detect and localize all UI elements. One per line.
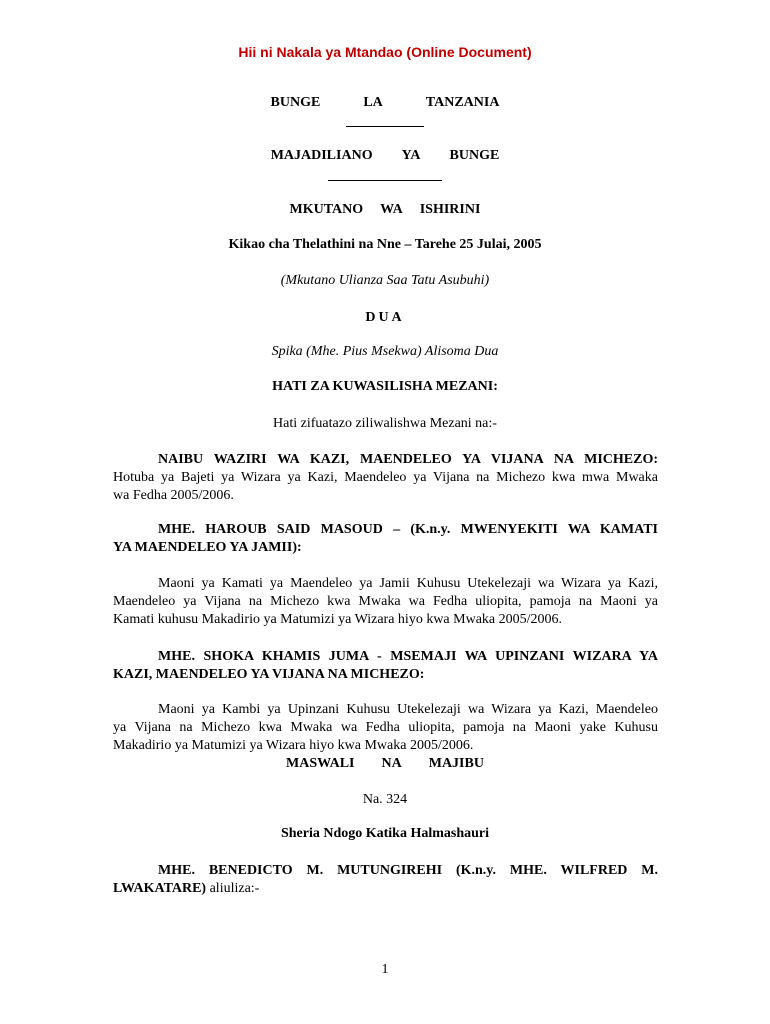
text-line: ya Vijana na Michezo kwa Mwaka wa Fedha uliopita, pamoja na Maoni yake Kuhusu: [113, 720, 658, 735]
speaker-heading: MHE. SHOKA KHAMIS JUMA - MSEMAJI WA UPINZANI WIZARA YA: [158, 649, 658, 664]
title-word: MASWALI: [286, 756, 355, 771]
speaker-heading: MHE. BENEDICTO M. MUTUNGIREHI (K.n.y. MHE. WILFRED M.: [158, 863, 658, 878]
question-asker: [113, 862, 658, 898]
divider-rule: [328, 180, 442, 181]
title-word: ISHIRINI: [419, 202, 481, 217]
title-word: TANZANIA: [425, 95, 500, 110]
meeting-start-time: (Mkutano Ulianza Saa Tatu Asubuhi): [280, 273, 490, 288]
paper-entry: [113, 451, 658, 505]
online-document-banner: Hii ni Nakala ya Mtandao (Online Document): [238, 44, 532, 60]
text-line: Hotuba ya Bajeti ya Wizara ya Kazi, Maendeleo ya Vijana na Michezo kwa mwa Mwaka: [113, 470, 658, 485]
text-line: [113, 880, 658, 898]
paper-entry: [113, 648, 658, 684]
page-number: 1: [381, 962, 389, 977]
session-date: Kikao cha Thelathini na Nne – Tarehe 25 Julai, 2005: [228, 237, 542, 252]
text-line: Maoni ya Kambi ya Upinzani Kuhusu Utekelezaji wa Wizara ya Kazi, Maendeleo: [158, 702, 658, 717]
divider-rule: [346, 126, 424, 127]
prayer-heading: DUA: [365, 310, 405, 325]
title-word: MKUTANO: [289, 202, 364, 217]
text-line: Maendeleo ya Vijana na Michezo kwa Mwaka wa Fedha uliopita, pamoja na Maoni ya: [113, 594, 658, 609]
asker-name: LWAKATARE): [113, 881, 207, 896]
text-line: wa Fedha 2005/2006.: [113, 488, 234, 503]
prayer-note: Spika (Mhe. Pius Msekwa) Alisoma Dua: [271, 344, 499, 359]
text-line: Kamati kuhusu Makadirio ya Matumizi ya Wizara hiyo kwa Mwaka 2005/2006.: [113, 612, 563, 627]
paper-entry: [113, 701, 658, 755]
title-word: BUNGE: [270, 95, 321, 110]
speaker-heading: MHE. HAROUB SAID MASOUD – (K.n.y. MWENYEKITI WA KAMATI: [158, 522, 658, 537]
debates-title: [0, 148, 770, 164]
paper-entry: [113, 575, 658, 629]
question-topic: Sheria Ndogo Katika Halmashauri: [280, 826, 490, 841]
text-line: Makadirio ya Matumizi ya Wizara hiyo kwa Mwaka 2005/2006.: [113, 738, 474, 753]
text-line: Maoni ya Kamati ya Maendeleo ya Jamii Kuhusu Utekelezaji wa Wizara ya Kazi,: [158, 576, 658, 591]
questions-heading: [0, 756, 770, 772]
speaker-heading: NAIBU WAZIRI WA KAZI, MAENDELEO YA VIJANA NA MICHEZO:: [158, 452, 658, 467]
paper-entry: [113, 521, 658, 557]
asker-verb: aliuliza:-: [209, 881, 260, 896]
papers-laid-heading: HATI ZA KUWASILISHA MEZANI:: [272, 379, 498, 394]
parliament-title: [0, 95, 770, 111]
title-word: BUNGE: [449, 148, 500, 163]
papers-laid-intro: Hati zifuatazo ziliwalishwa Mezani na:-: [273, 416, 497, 431]
meeting-title: [0, 202, 770, 218]
title-word: MAJIBU: [428, 756, 484, 771]
title-word: MAJADILIANO: [270, 148, 373, 163]
title-word: NA: [381, 756, 402, 771]
title-word: WA: [380, 202, 403, 217]
speaker-heading: KAZI, MAENDELEO YA VIJANA NA MICHEZO:: [113, 667, 425, 682]
question-number: Na. 324: [362, 792, 408, 807]
title-word: LA: [363, 95, 383, 110]
speaker-heading: YA MAENDELEO YA JAMII):: [113, 540, 302, 555]
title-word: YA: [401, 148, 421, 163]
